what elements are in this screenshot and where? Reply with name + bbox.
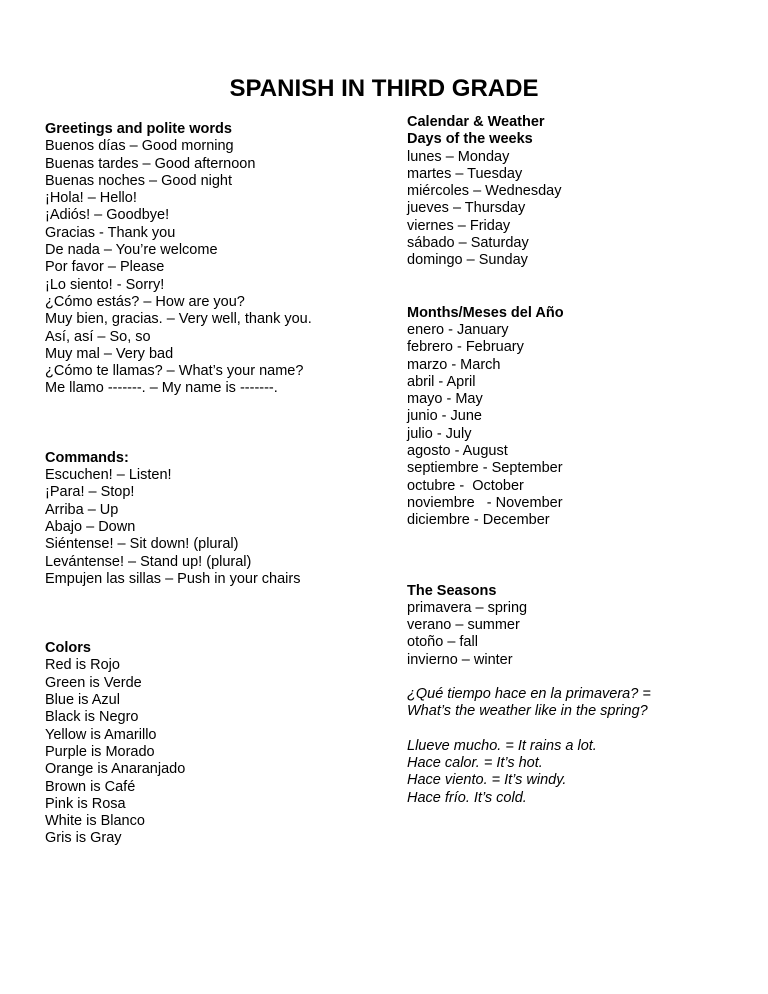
greetings-list: [45, 138, 375, 397]
weather-question-list: [407, 686, 737, 721]
days-subheading: Days of the weeks: [407, 131, 533, 148]
greeting-line: Muy mal – Very bad: [45, 345, 174, 362]
command-line: Arriba – Up: [45, 501, 119, 518]
month-line: julio - July: [407, 425, 472, 442]
month-line: diciembre - December: [407, 512, 550, 529]
month-line: noviembre - November: [407, 494, 563, 511]
greeting-line: Muy bien, gracias. – Very well, thank you.: [45, 311, 312, 328]
day-line: domingo – Sunday: [407, 252, 528, 269]
color-line: Purple is Morado: [45, 743, 155, 760]
weather-answer-line: Hace frío. It’s cold.: [407, 789, 527, 806]
greeting-line: De nada – You’re welcome: [45, 242, 218, 259]
day-line: miércoles – Wednesday: [407, 183, 562, 200]
greeting-line: Así, así – So, so: [45, 328, 151, 345]
greetings-section: [45, 121, 375, 398]
greeting-line: ¡Hola! – Hello!: [45, 190, 137, 207]
greeting-line: Buenas noches – Good night: [45, 172, 233, 189]
month-line: enero - January: [407, 321, 509, 338]
seasons-list: [407, 600, 737, 669]
season-line: verano – summer: [407, 617, 520, 634]
day-line: viernes – Friday: [407, 217, 511, 234]
commands-list: [45, 467, 375, 588]
greeting-line: Buenos días – Good morning: [45, 138, 234, 155]
command-line: Siéntense! – Sit down! (plural): [45, 536, 239, 553]
season-line: primavera – spring: [407, 599, 528, 616]
greeting-line: Me llamo -------. – My name is -------.: [45, 380, 278, 397]
day-line: sábado – Saturday: [407, 235, 529, 252]
month-line: febrero - February: [407, 339, 524, 356]
color-line: Gris is Gray: [45, 830, 122, 847]
day-line: jueves – Thursday: [407, 200, 526, 217]
days-list: [407, 149, 737, 270]
month-line: mayo - May: [407, 391, 483, 408]
seasons-heading: The Seasons: [407, 582, 497, 599]
color-line: Yellow is Amarillo: [45, 726, 157, 743]
color-line: Blue is Azul: [45, 692, 120, 709]
greeting-line: ¿Cómo estás? – How are you?: [45, 293, 245, 310]
commands-section: [45, 450, 375, 588]
months-list: [407, 322, 737, 530]
month-line: septiembre - September: [407, 460, 563, 477]
calendar-section: [407, 114, 737, 270]
greeting-line: Por favor – Please: [45, 259, 165, 276]
greeting-line: Gracias - Thank you: [45, 224, 176, 241]
weather-question-line: What’s the weather like in the spring?: [407, 703, 648, 720]
month-line: abril - April: [407, 373, 476, 390]
day-line: martes – Tuesday: [407, 165, 523, 182]
color-line: Pink is Rosa: [45, 795, 126, 812]
weather-question-line: ¿Qué tiempo hace en la primavera? =: [407, 686, 651, 703]
greetings-heading: Greetings and polite words: [45, 121, 232, 137]
greeting-line: ¡Adiós! – Goodbye!: [45, 207, 170, 224]
color-line: Orange is Anaranjado: [45, 761, 186, 778]
colors-list: [45, 657, 375, 847]
command-line: Escuchen! – Listen!: [45, 467, 172, 484]
greeting-line: ¡Lo siento! - Sorry!: [45, 276, 165, 293]
color-line: Brown is Café: [45, 778, 136, 795]
weather-answers-section: [407, 738, 737, 807]
color-line: White is Blanco: [45, 813, 145, 830]
color-line: Black is Negro: [45, 709, 139, 726]
months-heading: Months/Meses del Año: [407, 304, 564, 321]
colors-heading: Colors: [45, 640, 91, 657]
weather-answer-line: Llueve mucho. = It rains a lot.: [407, 737, 597, 754]
commands-heading: Commands:: [45, 449, 129, 466]
page-title: SPANISH IN THIRD GRADE: [229, 75, 539, 102]
calendar-heading: Calendar & Weather: [407, 114, 545, 130]
weather-answer-line: Hace calor. = It’s hot.: [407, 754, 543, 771]
color-line: Green is Verde: [45, 674, 142, 691]
day-line: lunes – Monday: [407, 148, 510, 165]
season-line: otoño – fall: [407, 634, 478, 651]
month-line: junio - June: [407, 408, 482, 425]
right-column: [407, 114, 737, 807]
colors-section: [45, 640, 375, 848]
command-line: Levántense! – Stand up! (plural): [45, 553, 252, 570]
month-line: agosto - August: [407, 443, 508, 460]
command-line: Empujen las sillas – Push in your chairs: [45, 570, 301, 587]
command-line: Abajo – Down: [45, 518, 136, 535]
command-line: ¡Para! – Stop!: [45, 484, 135, 501]
month-line: marzo - March: [407, 356, 501, 373]
greeting-line: Buenas tardes – Good afternoon: [45, 155, 256, 172]
left-column: [45, 121, 375, 848]
seasons-section: [407, 583, 737, 669]
season-line: invierno – winter: [407, 651, 513, 668]
weather-question-section: [407, 686, 737, 721]
greeting-line: ¿Cómo te llamas? – What’s your name?: [45, 363, 304, 380]
months-section: [407, 305, 737, 530]
weather-answer-line: Hace viento. = It’s windy.: [407, 772, 567, 789]
weather-answers-list: [407, 738, 737, 807]
color-line: Red is Rojo: [45, 657, 120, 674]
month-line: octubre - October: [407, 477, 524, 494]
